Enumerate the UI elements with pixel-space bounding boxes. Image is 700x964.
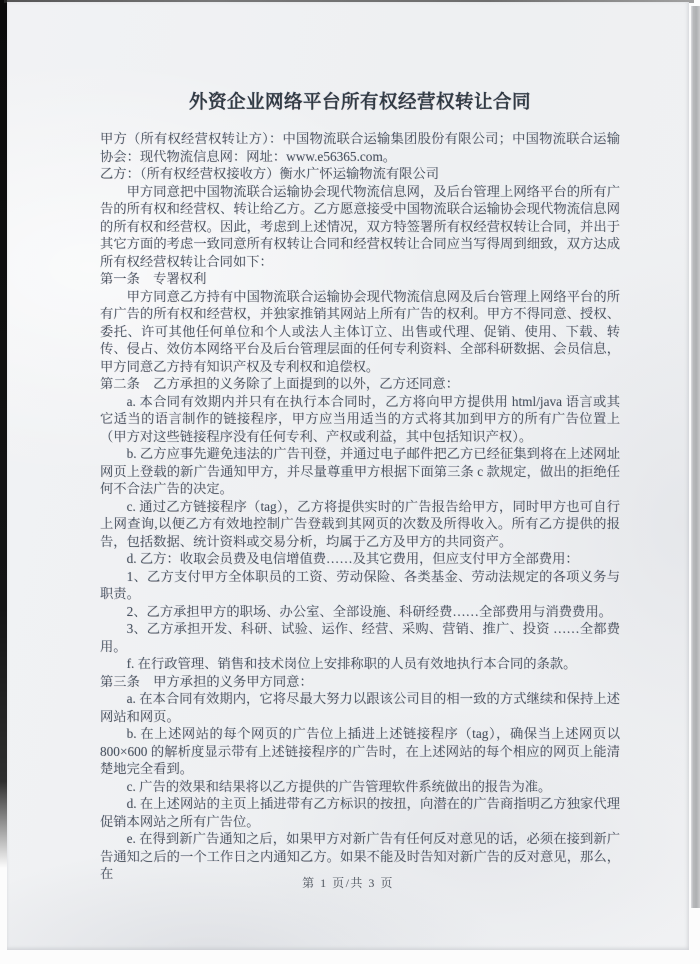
preamble-paragraph: 甲方同意把中国物流联合运输协会现代物流信息网，及后台管理上网络平台的所有广告的所有权和经营权、转让给乙方。乙方愿意接受中国物流联合运输协会现代物流信息网的所有权和经营权。因此，考虑到上述情况，双方特签署所有权经营权转让合同，并出于其它方面的考虑一致同意所有权转让合同和经营权转让合同应当写得周到细致，双方达成所有权经营权转让合同如下： [100,183,620,269]
article-2-heading: 第二条 乙方承担的义务除了上面提到的以外，乙方还同意： [100,376,460,391]
article-3-clause-a: a. 在本合同有效期内，它将尽最大努力以跟该公司目的相一致的方式继续和保持上述网站和网页。 [100,691,620,724]
article-2-item-2: 2、乙方承担甲方的职场、办公室、全部设施、科研经费……全部费用与消费费用。 [126,603,612,619]
article-1-paragraph: 甲方同意乙方持有中国物流联合运输协会现代物流信息网及后台管理上网络平台的所有广告的所有权和经营权，并独家推销其网站上所有广告的权利。甲方不得同意、授权、委托、许可其他任何单位和个人或法人主体订立、出售或代理、促销、使用、下载、转传、侵占、效仿本网络平台及后台管理层面的任何专利资料、全部科研数据、会员信息，甲方同意乙方持有知识产权及专利权和追偿权。 [100,288,620,374]
article-2-clause-f: f. 在行政管理、销售和技术岗位上安排称职的人员有效地执行本合同的条款。 [126,656,577,671]
party-a-line: 甲方（所有权经营权转让方）：中国物流联合运输集团股份有限公司；中国物流联合运输协会：现代物流信息网：网址：www.e56365.com。 [100,131,620,164]
scan-left-edge [0,0,7,868]
contract-page [7,2,689,950]
article-2-clause-c: c. 通过乙方链接程序（tag），乙方将提供实时的广告报告给甲方，同时甲方也可自行上网查询,以便乙方有效地控制广告登载到其网页的次数及所得收入。所有乙方提供的报告，包括数据、统计资料或交易分析，均属于乙方及甲方的共同资产。 [100,498,620,549]
article-3-clause-c: c. 广告的效果和结果将以乙方提供的广告管理软件系统做出的报告为准。 [126,778,552,794]
article-2-clause-b: b. 乙方应事先避免违法的广告刊登，并通过电子邮件把乙方已经征集到将在上述网址网页上登载的新广告通知甲方，并尽量尊重甲方根据下面第三条 c 款规定，做出的拒绝任何不合法广告的决定。 [100,446,620,496]
article-2-item-3: 3、乙方承担开发、科研、试验、运作、经营、采购、营销、推广、投资 ……全都费用。 [100,621,620,654]
contract-body [100,130,620,883]
article-3-clause-b: b. 在上述网站的每个网页的广告位上插进上述链接程序（tag），确保当上述网页以800×600 的解析度显示带有上述链接程序的广告时，在上述网站的每个相应的网页上能清楚地完全看到。 [100,726,620,776]
contract-title: 外资企业网络平台所有权经营权转让合同 [188,93,531,113]
scan-right-edge [691,6,700,908]
article-3-heading: 第三条 甲方承担的义务甲方同意： [100,673,313,689]
article-2-item-1: 1、乙方支付甲方全体职员的工资、劳动保险、各类基金、劳动法规定的各项义务与职责。 [100,568,620,601]
article-3-clause-e: e. 在得到新广告通知之后，如果甲方对新广告有任何反对意见的话，必须在接到新广告通知之后的一个工作日之内通知乙方。如果不能及时告知对新广告的反对意见，那么，在 [100,831,620,881]
article-2-clause-d: d. 乙方：收取会员费及电信增值费……及其它费用，但应支付甲方全部费用： [126,551,579,566]
article-1-heading: 第一条 专署权利 [100,271,207,286]
party-b-line: 乙方：（所有权经营权接收方）衡水广怀运输物流有限公司 [100,166,440,181]
article-3-clause-d: d. 在上述网站的主页上插进带有乙方标识的按扭，向潜在的广告商指明乙方独家代理促销本网站之所有广告位。 [100,796,620,829]
article-2-clause-a: a. 本合同有效期内并只有在执行本合同时，乙方将向甲方提供用 html/java 语言或其它适当的语言制作的链接程序，甲方应当用适当的方式将其加到甲方的所有广告位置上（甲方对这些链接程序没有任何专利、产权或利益，其中包括知识产权）。 [100,393,620,444]
page-number: 第 1 页/共 3 页 [302,876,394,890]
